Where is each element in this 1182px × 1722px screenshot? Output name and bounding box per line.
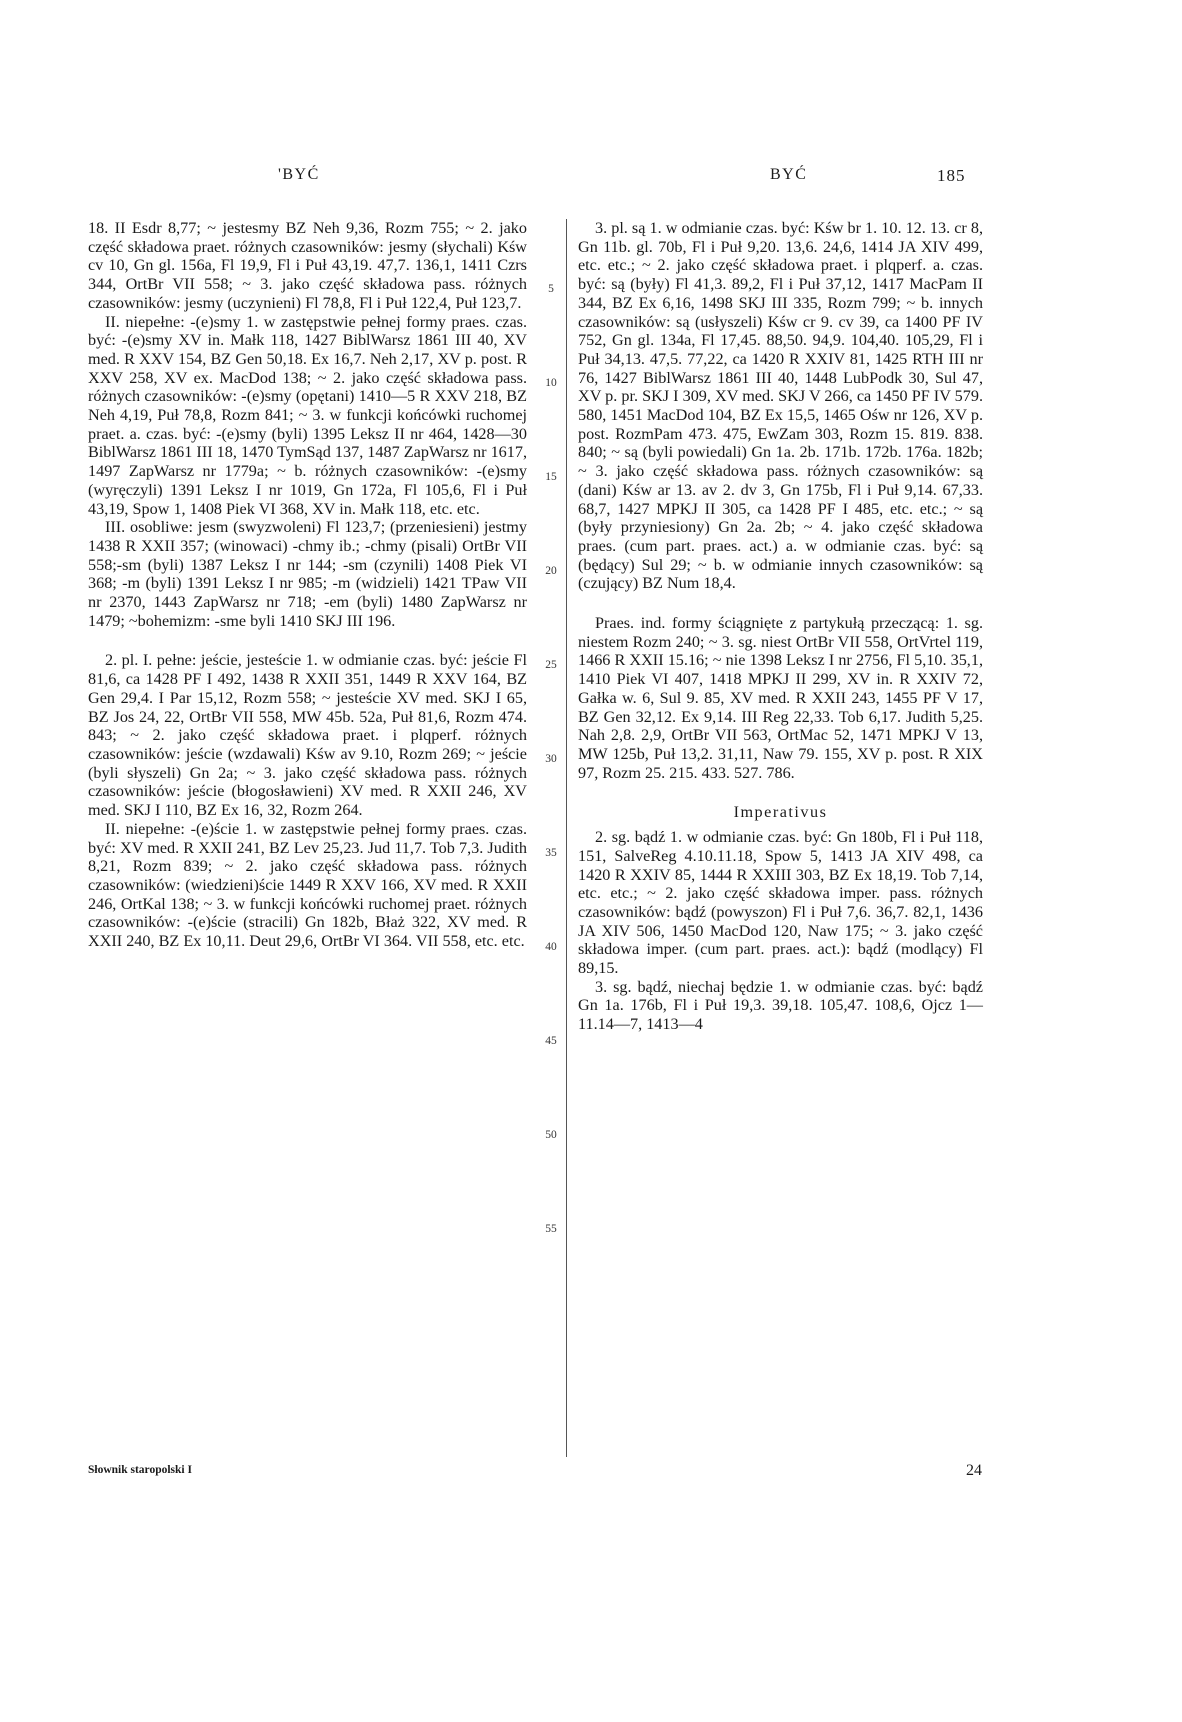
line-number: 40 [545, 941, 557, 953]
line-number: 5 [548, 283, 554, 295]
line-number: 50 [545, 1129, 557, 1141]
line-number: 45 [545, 1035, 557, 1047]
entry-paragraph: 18. II Esdr 8,77; ~ jestesmy BZ Neh 9,36, Rozm 755; ~ 2. jako część składowa praet. różnych czasowników: jesmy (słychali) Kśw cv 10, Gn gl. 156a, Fl 19,9, Fl i Puł 43,19. 47,7. 136,1, 1411 Czrs 344, OrtBr VII 558; ~ 3. jako część składowa pass. różnych czasowników: jesmy (uczynieni) Fl 78,8, Fl i Puł 122,4, Puł 123,7. [88, 219, 527, 312]
entry-paragraph: II. niepełne: -(e)smy 1. w zastępstwie pełnej formy praes. czas. być: -(e)smy XV in. Małk 118, 1427 BiblWarsz 1861 III 40, XV med. R XXV 154, BZ Gen 50,18. Ex 16,7. Neh 2,17, XV p. post. R XXV 258, XV ex. MacDod 138; ~ 2. jako część składowa pass. różnych czasowników: -(e)smy (opętani) 1410—5 R XXV 218, BZ Neh 4,19, Puł 78,8, Rozm 841; ~ 3. w funkcji końcówki ruchomej praet. a. czas. być: -(e)smy (byli) 1395 Leksz II nr 464, 1428—30 BiblWarsz 1861 III 18, 1470 TymSąd 137, 1487 ZapWarsz nr 1617, 1497 ZapWarsz nr 1779a; ~ b. różnych czasowników: -(e)smy (wyręczyli) 1391 Leksz I nr 1019, Gn 172a, Fl 105,6, Fl i Puł 43,19, Spow 1, 1408 Piek VI 368, XV in. Małk 118, etc. etc. [88, 312, 527, 518]
footer-signature: Słownik staropolski I [88, 1464, 192, 1476]
running-head-left: 'BYĆ [278, 166, 320, 183]
entry-paragraph: 2. sg. bądź 1. w odmianie czas. być: Gn 180b, Fl i Puł 118, 151, SalveReg 4.10.11.18, Spow 5, 1413 JA XIV 498, ca 1420 R XXIV 85, 1444 R XXIII 303, BZ Ex 18,19. Tob 7,14, etc. etc.; ~ 2. jako część składowa imper. pass. różnych czasowników: bądź (powyszon) Fl i Puł 7,6. 36,7. 82,1, 1436 JA XIV 506, 1450 MacDod 120, Naw 175; ~ 3. jako część składowa imper. (cum part. praes. act.): bądź (modlący) Fl 89,15. [578, 828, 983, 978]
page-number: 185 [937, 166, 966, 185]
line-number: 10 [545, 377, 557, 389]
entry-paragraph: 2. pl. I. pełne: jeście, jesteście 1. w odmianie czas. być: jeście Fl 81,6, ca 1428 PF I 492, 1438 R XXII 351, 1449 R XXV 164, BZ Gen 29,4. I Par 15,12, Rozm 558; ~ jesteście XV med. SKJ I 65, BZ Jos 24, 22, OrtBr VII 558, MW 45b. 52a, Puł 81,6, Rozm 474. 843; ~ 2. jako część składowa praet. i plqperf. różnych czasowników: jeście (wzdawali) Kśw av 9.10, Rozm 269; ~ jeście (byli słyszeli) Gn 2a; ~ 3. jako część składowa pass. różnych czasowników: jeście (błogosławieni) XV med. R XXII 246, XV med. SKJ I 110, BZ Ex 16, 32, Rozm 264. [88, 651, 527, 820]
line-number: 55 [545, 1223, 557, 1235]
line-number: 15 [545, 471, 557, 483]
right-column [578, 219, 983, 1034]
entry-paragraph: II. niepełne: -(e)ście 1. w zastępstwie pełnej formy praes. czas. być: XV med. R XXII 241, BZ Lev 25,23. Jud 11,7. Tob 7,3. Judith 8,21, Rozm 839; ~ 2. jako część składowa pass. różnych czasowników: (wiedzieni)ście 1449 R XXV 166, XV med. R XXII 246, OrtKal 138; ~ 3. w funkcji końcówki ruchomej praet. różnych czasowników: -(e)ście (stracili) Gn 182b, Błaż 322, XV med. R XXII 240, BZ Ex 10,11. Deut 29,6, OrtBr VI 364. VII 558, etc. etc. [88, 819, 527, 951]
entry-paragraph: III. osobliwe: jesm (swyzwoleni) Fl 123,7; (przeniesieni) jestmy 1438 R XXII 357; (winowaci) -chmy ib.; -chmy (pisali) OrtBr VII 558;-sm (byli) 1387 Leksz I nr 144; -sm (czynili) 1408 Piek VI 368; -m (byli) 1391 Leksz I nr 985; -m (widzieli) 1421 TPaw VII nr 2370, 1443 ZapWarsz nr 718; -em (byli) 1480 ZapWarsz nr 1479; ~bohemizm: -sme byli 1410 SKJ III 196. [88, 518, 527, 630]
line-number: 35 [545, 847, 557, 859]
entry-paragraph: Praes. ind. formy ściągnięte z partykułą przeczącą: 1. sg. niestem Rozm 240; ~ 3. sg. niest OrtBr VII 558, OrtVrtel 119, 1466 R XXII 15.16; ~ nie 1398 Leksz I nr 2756, Fl 5,10. 35,1, 1410 Piek VI 407, 1418 MPKJ II 299, XV in. R XXIV 72, Gałka w. 6, Sul 9. 85, XV med. R XXII 243, 1455 PF V 17, BZ Gen 32,12. Ex 9,14. III Reg 22,33. Tob 6,17. Judith 5,25. Nah 2,8. 2,9, OrtBr VII 563, OrtMac 52, 1471 MPKJ V 13, MW 125b, Puł 13,2. 31,11, Naw 79. 155, XV p. post. R XIX 97, Rozm 25. 215. 433. 527. 786. [578, 614, 983, 782]
entry-paragraph: 3. pl. są 1. w odmianie czas. być: Kśw br 1. 10. 12. 13. cr 8, Gn 11b. gl. 70b, Fl i Puł 9,20. 13,6. 24,6, 1414 JA XIV 499, etc. etc.; ~ 2. jako część składowa praet. i plqperf. a. czas. być: są (były) Fl 41,3. 89,2, Fl i Puł 37,12, 1417 MacPam II 344, BZ Ex 6,16, 1498 SKJ III 335, Rozm 799; ~ b. innych czasowników: są (usłyszeli) Kśw cr 9. cv 39, ca 1400 PF IV 752, Gn gl. 134a, Fl 17,45. 88,50. 94,9. 104,40. 105,29, Fl i Puł 34,13. 47,5. 77,22, ca 1420 R XXIV 81, 1425 RTH III nr 76, 1427 BiblWarsz 1861 III 40, 1448 LubPodk 30, Sul 47, XV p. pr. SKJ I 309, XV med. SKJ V 266, ca 1450 PF IV 579. 580, 1451 MacDod 104, BZ Ex 15,5, 1465 Ośw nr 126, XV p. post. RozmPam 473. 475, EwZam 303, Rozm 15. 819. 838. 840; ~ są (byli powiedali) Gn 1a. 2b. 171b. 172b. 176a. 182b; ~ 3. jako część składowa pass. różnych czasowników: są (dani) Kśw ar 13. av 2. dv 3, Gn 175b, Fl i Puł 9,14. 67,33. 68,7, 1427 MPKJ II 305, ca 1428 PF I 485, etc. etc.; ~ są (były przyniesiony) Gn 2a. 2b; ~ 4. jako część składowa praes. (cum part. praes. act.) a. w odmianie czas. być: są (będący) Sul 29; ~ b. w odmianie innych czasowników: są (czujący) BZ Num 18,4. [578, 219, 983, 593]
line-number: 25 [545, 659, 557, 671]
line-number: 30 [545, 753, 557, 765]
line-number: 20 [545, 565, 557, 577]
section-heading: Imperativus [733, 803, 828, 822]
footer-sheet-number: 24 [966, 1462, 982, 1479]
column-divider [566, 219, 567, 1457]
entry-paragraph: 3. sg. bądź, niechaj będzie 1. w odmianie czas. być: bądź Gn 1a. 176b, Fl i Puł 19,3. 39,18. 105,47. 108,6, Ojcz 1—11.14—7, 1413—4 [578, 977, 983, 1034]
running-head-right: BYĆ [770, 166, 808, 183]
left-column [88, 219, 527, 951]
